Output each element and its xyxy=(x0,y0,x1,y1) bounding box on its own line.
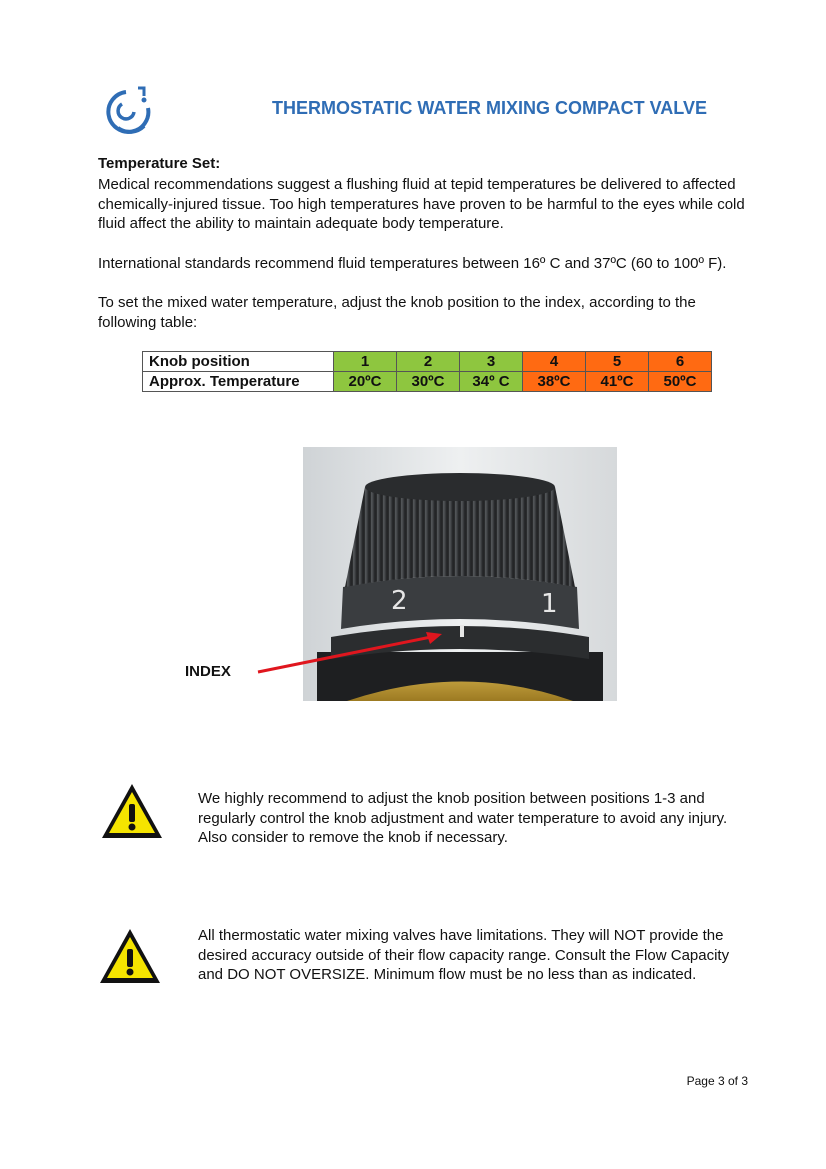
knob-position-cell: 5 xyxy=(586,352,649,372)
temperature-cell: 30ºC xyxy=(397,372,460,392)
knob-mark-2: 2 xyxy=(391,586,408,616)
knob-position-cell: 4 xyxy=(523,352,586,372)
warning-triangle-icon xyxy=(98,927,162,985)
temperature-cell: 38ºC xyxy=(523,372,586,392)
paragraph-standards: International standards recommend fluid temperatures between 16º C and 37ºC (60 to 100º F). xyxy=(98,255,727,272)
section-heading: Temperature Set: xyxy=(98,155,221,172)
knob-position-cell: 2 xyxy=(397,352,460,372)
index-mark xyxy=(460,625,464,637)
table-row xyxy=(143,372,712,392)
temperature-cell: 50ºC xyxy=(649,372,712,392)
temperature-cell: 34º C xyxy=(460,372,523,392)
page-number: Page 3 of 3 xyxy=(686,1074,748,1088)
paragraph-medical: Medical recommendations suggest a flushing fluid at tepid temperatures be delivered to affected chemically-injured tissue. Too high temperatures have proven to be harmful to the eyes while cold fluid affect the ability to maintain adequate body temperature. xyxy=(98,176,745,232)
knob-temperature-table xyxy=(142,351,712,392)
row-label-knob-position: Knob position xyxy=(143,352,334,372)
temperature-cell: 20ºC xyxy=(334,372,397,392)
warning-text: We highly recommend to adjust the knob position between positions 1-3 and regularly control the knob adjustment and water temperature to avoid any injury. Also consider to remove the knob if necessary. xyxy=(198,790,728,846)
knob-position-cell: 3 xyxy=(460,352,523,372)
warning-text: All thermostatic water mixing valves have limitations. They will NOT provide the desired accuracy outside of their flow capacity range. Consult the Flow Capacity and DO NOT OVERSIZE. Minimum flow must be no less than as indicated. xyxy=(198,927,730,983)
temperature-cell: 41ºC xyxy=(586,372,649,392)
knob-position-cell: 6 xyxy=(649,352,712,372)
index-arrow xyxy=(250,624,450,684)
index-label: INDEX xyxy=(185,663,231,680)
page-title: THERMOSTATIC WATER MIXING COMPACT VALVE xyxy=(272,98,707,118)
knob-mark-1: 1 xyxy=(541,589,558,619)
row-label-temperature: Approx. Temperature xyxy=(143,372,334,392)
knob-position-cell: 1 xyxy=(334,352,397,372)
warning-triangle-icon xyxy=(100,782,164,840)
paragraph-instructions: To set the mixed water temperature, adjust the knob position to the index, according to the following table: xyxy=(98,294,696,331)
table-row xyxy=(143,352,712,372)
company-logo-icon xyxy=(104,82,156,136)
